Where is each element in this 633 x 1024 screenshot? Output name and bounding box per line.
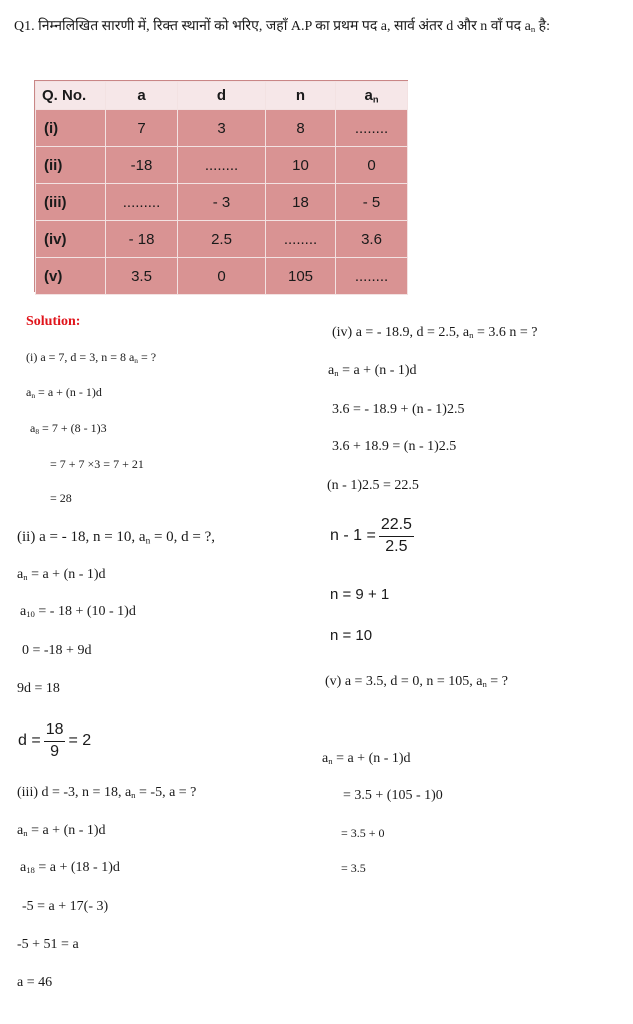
iv-frac-numerator: 22.5 xyxy=(379,516,414,537)
iii-formula: $a_n = a + (n - 1)d$ xyxy=(17,823,106,839)
header-a: a xyxy=(106,82,178,110)
cell-a: -18 xyxy=(106,147,178,184)
iii-given: (iii) d = -3, n = 18, $a_n = -5$, a = ? xyxy=(17,785,197,801)
cell-n: ........ xyxy=(266,221,336,258)
ii-frac-right: = 2 xyxy=(68,732,92,749)
ii-formula: $a_n = a + (n - 1)d$ xyxy=(17,567,106,583)
v-step-2: = 3.5 + 0 xyxy=(341,826,385,840)
cell-d: 2.5 xyxy=(178,221,266,258)
v-formula: $a_n = a + (n - 1)d$ xyxy=(322,751,411,767)
cell-a: ......... xyxy=(106,184,178,221)
cell-qno: (iii) xyxy=(36,184,106,221)
iv-step-3: (n - 1)2.5 = 22.5 xyxy=(327,478,419,493)
ii-frac-denominator: 9 xyxy=(50,743,60,760)
iv-frac-left: n - 1 = xyxy=(330,527,376,544)
header-n: n xyxy=(266,82,336,110)
cell-an: 3.6 xyxy=(336,221,408,258)
iii-step-1: $a_{18} = a + (18 - 1)d$ xyxy=(20,860,120,876)
iv-step-5: n = 10 xyxy=(330,627,373,644)
iv-step-2: 3.6 + 18.9 = (n - 1)2.5 xyxy=(332,439,457,454)
table-header-row xyxy=(36,82,408,110)
cell-qno: (iv) xyxy=(36,221,106,258)
cell-a: - 18 xyxy=(106,221,178,258)
ii-frac-numerator: 18 xyxy=(44,721,66,742)
cell-n: 105 xyxy=(266,258,336,295)
iv-step-4: n = 9 + 1 xyxy=(330,586,390,603)
cell-qno: (i) xyxy=(36,110,106,147)
cell-qno: (v) xyxy=(36,258,106,295)
question-text: Q1. निम्नलिखित सारणी में, रिक्त स्थानों को भरिए, जहाँ A.P का प्रथम पद a, सार्व अंतर d और n वाँ पद $a_n$ है: xyxy=(14,19,550,35)
table-row xyxy=(36,110,408,147)
ii-step-2: 0 = -18 + 9d xyxy=(22,643,92,658)
header-an: $a_n$ xyxy=(336,82,408,110)
iv-formula: $a_n = a + (n - 1)d$ xyxy=(328,363,417,379)
cell-an: 0 xyxy=(336,147,408,184)
i-step-3: = 28 xyxy=(50,491,72,505)
ap-table xyxy=(34,80,408,292)
cell-n: 18 xyxy=(266,184,336,221)
header-qno: Q. No. xyxy=(36,82,106,110)
ii-fraction xyxy=(18,721,91,761)
v-given: (v) a = 3.5, d = 0, n = 105, $a_n$ = ? xyxy=(325,674,508,690)
iii-step-3: -5 + 51 = a xyxy=(17,937,79,952)
header-d: d xyxy=(178,82,266,110)
i-given: (i) a = 7, d = 3, n = 8 $a_n$ = ? xyxy=(26,350,157,365)
ii-step-3: 9d = 18 xyxy=(17,681,60,696)
i-formula: $a_n = a + (n - 1)d$ xyxy=(26,385,102,400)
table-row xyxy=(36,147,408,184)
cell-d: 0 xyxy=(178,258,266,295)
cell-a: 7 xyxy=(106,110,178,147)
i-step-1: $a_8 = 7 + (8 - 1)3$ xyxy=(30,421,107,436)
table-row xyxy=(36,221,408,258)
cell-d: 3 xyxy=(178,110,266,147)
ii-frac-left: d = xyxy=(18,732,41,749)
iii-step-2: -5 = a + 17(- 3) xyxy=(22,899,109,914)
cell-an: - 5 xyxy=(336,184,408,221)
cell-a: 3.5 xyxy=(106,258,178,295)
iv-frac-denominator: 2.5 xyxy=(385,538,408,555)
cell-an: ........ xyxy=(336,258,408,295)
ii-step-1: $a_{10}$ = - 18 + (10 - 1)d xyxy=(20,604,136,620)
ii-given: (ii) a = - 18, n = 10, $a_n = 0$, d = ?, xyxy=(17,529,216,547)
cell-an: ........ xyxy=(336,110,408,147)
v-step-3: = 3.5 xyxy=(341,861,366,875)
v-step-1: = 3.5 + (105 - 1)0 xyxy=(343,788,443,803)
cell-d: ........ xyxy=(178,147,266,184)
solution-title: Solution: xyxy=(26,314,81,329)
cell-d: - 3 xyxy=(178,184,266,221)
cell-n: 10 xyxy=(266,147,336,184)
i-step-2: = 7 + 7 ×3 = 7 + 21 xyxy=(50,457,144,471)
cell-n: 8 xyxy=(266,110,336,147)
iv-given: (iv) a = - 18.9, d = 2.5, $a_n = 3.6$ n = ? xyxy=(332,325,538,341)
table-row xyxy=(36,184,408,221)
iv-step-1: 3.6 = - 18.9 + (n - 1)2.5 xyxy=(332,402,465,417)
iv-fraction xyxy=(330,516,417,556)
cell-qno: (ii) xyxy=(36,147,106,184)
iii-step-4: a = 46 xyxy=(17,975,53,990)
table-row xyxy=(36,258,408,295)
